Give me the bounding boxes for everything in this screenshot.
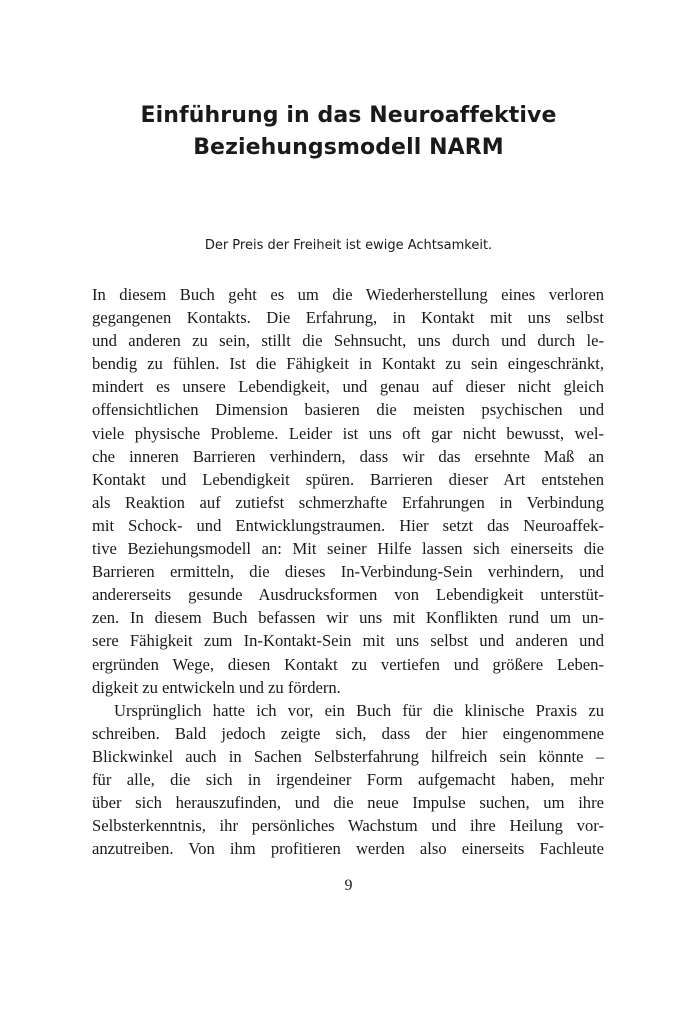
text-line: für alle, die sich in irgendeiner Form aufgemacht haben, mehr [92,769,604,789]
text-line: offensichtlichen Dimension basieren die meisten psychischen und [92,400,604,420]
text-line: zen. In diesem Buch befassen wir uns mit Konflikten rund um un- [92,608,604,628]
text-line: sere Fähigkeit zum In-Kontakt-Sein mit uns selbst und anderen und [92,631,604,651]
text-line: und anderen zu sein, stillt die Sehnsucht, uns durch und durch le- [92,331,604,351]
text-line: Blickwinkel auch in Sachen Selbsterfahrung hilfreich sein könnte – [92,746,604,766]
text-line: anzutreiben. Von ihm profitieren werden also einerseits Fachleute [92,839,604,859]
chapter-title [60,100,637,164]
text-line: Ursprünglich hatte ich vor, ein Buch für die klinische Praxis zu [114,700,604,720]
chapter-title-line-1: Einführung in das Neuroaffektive [140,103,557,128]
text-line: Kontakt und Lebendigkeit spüren. Barrieren dieser Art entstehen [92,469,604,489]
text-line: ergründen Wege, diesen Kontakt zu vertiefen und größere Leben- [92,654,604,674]
text-line: andererseits gesunde Ausdrucksformen von Lebendigkeit unterstüt- [92,585,604,605]
paragraph-2 [92,699,604,861]
text-line: Selbsterkenntnis, ihr persönliches Wachstum und ihre Heilung vor- [92,816,604,836]
text-line: tive Beziehungsmodell an: Mit seiner Hilfe lassen sich einerseits die [92,539,604,559]
text-line: viele physische Probleme. Leider ist uns oft gar nicht bewusst, wel- [92,423,604,443]
text-line: In diesem Buch geht es um die Wiederherstellung eines verloren [92,285,604,304]
text-line: Barrieren ermitteln, die dieses In-Verbindung-Sein verhindern, und [92,562,604,582]
text-line: gegangenen Kontakts. Die Erfahrung, in Kontakt mit uns selbst [92,308,604,328]
text-line: che inneren Barrieren verhindern, dass wir das ersehnte Maß an [92,446,604,466]
text-line: mindert es unsere Lebendigkeit, und genau auf dieser nicht gleich [92,377,604,397]
page-number: 9 [344,877,353,894]
text-line: mit Schock- und Entwicklungstraumen. Hier setzt das Neuroaffek- [92,515,604,535]
text-line: schreiben. Bald jedoch zeigte sich, dass der hier eingenommene [92,723,604,743]
epigraph: Der Preis der Freiheit ist ewige Achtsamkeit. [204,238,493,253]
body-text [92,283,604,860]
text-line: über sich herauszufinden, und die neue Impulse suchen, um ihre [92,793,604,813]
text-line: als Reaktion auf zutiefst schmerzhafte Erfahrungen in Verbindung [92,492,604,512]
text-line: digkeit zu entwickeln und zu fördern. [92,677,341,697]
chapter-title-line-2: Beziehungsmodell NARM [193,135,504,160]
paragraph-1 [92,283,604,699]
text-line: bendig zu fühlen. Ist die Fähigkeit in Kontakt zu sein eingeschränkt, [92,354,604,374]
